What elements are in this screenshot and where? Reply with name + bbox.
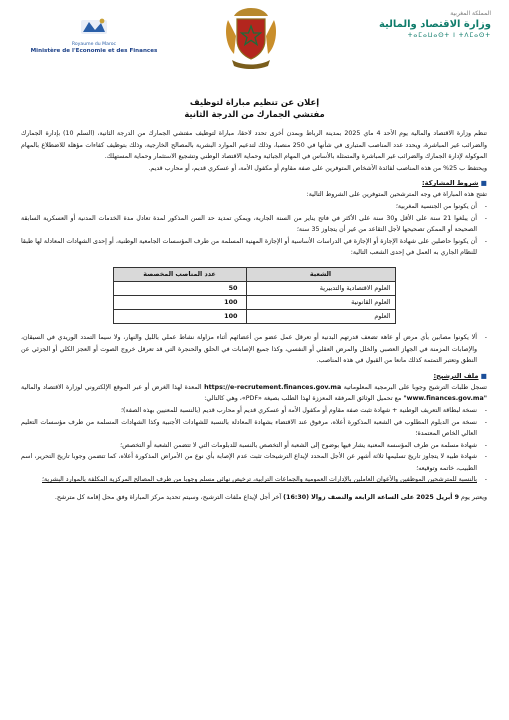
table-cell-branch: العلوم القانونية [246, 295, 395, 309]
conditions-lead: تفتح هذه المباراة في وجه المترشحين المتوفرين على الشروط التالية: [306, 191, 487, 199]
intro-paragraph [21, 128, 487, 163]
table-cell-branch: العلوم الاقتصادية والتدبيرية [246, 281, 395, 295]
list-item: - نسخة من الدبلوم المطلوب في الشعبة المذكورة أعلاه، مرفوق عند الاقتضاء بشهادة المعادلة بالنسبة للشهادات الأجنبية وكذا الشهادات المسلمة من طرف مؤسسات التعليم العالي الخاص المعتمدة؛ [21, 417, 487, 440]
file-lead: تسجل طلبات الترشيح وجوبا على البرمجية المعلوماتية https://e-recrutement.finances.gov.ma المعدة لهذا الغرض أو عبر الموقع الإلكتروني لوزارة الاقتصاد والمالية "www.finances.gov.ma" مع تحميل الوثائق المرفقة المعززة لهذا الطلب بصيغة «PDF»، وهي كالتالي: [21, 383, 487, 403]
coat-of-arms-icon [222, 6, 280, 72]
ministry-emblem-icon [77, 14, 111, 40]
logo-caption-country: Royaume du Maroc [71, 42, 117, 47]
table-header-row [113, 267, 395, 281]
list-item: - ألا يكونوا مصابين بأي مرض أو عاهة تضعف قدرتهم البدنية أو تعرقل عمل عضو من أعضائهم أثناء مزاولة نشاط عملي بالليل والنهار، ولا سيما التمدد الوريدي في السيقان، والإصابات المزمنة في الجهاز العصبي والخلل والمرض العقلي أو النفسي، وكذا جميع الإصابات في الحلق والحنجرة التي قد تعرقل خروج الصوت أو العجز الكلي أو الجزئي عن النطق وتعتبر التمتمة كذلك مانعا من القبول في هذه المناصب. [21, 332, 487, 367]
logo-line-kingdom: المملكة المغربية [450, 10, 491, 17]
table-cell-posts: 50 [113, 281, 246, 295]
heading-bullet-icon: ■ [480, 179, 487, 188]
list-item: - أن يبلغوا 21 سنة على الأقل و30 سنة على الأكثر في فاتح يناير من السنة الجارية، ويمكن تمديد حد السن المذكور لمدة تعادل مدة الخدمات المدنية أو العسكرية السابقة الصحيحة أو الممكن تصحيحها لأجل التقاعد من غير أن يتجاوز 35 سنة؛ [21, 213, 487, 236]
announcement-body [21, 128, 487, 504]
logo-caption-ministry: Ministère de l'Economie et des Finances [30, 48, 158, 54]
file-heading: ■ ملف الترشيح: [433, 371, 487, 380]
table-row [113, 295, 395, 309]
reserved-quota-paragraph: ويحتفظ ب 25% من هذه المناصب لفائدة الأشخاص المتوفرين على صفة مقاوم أو مكفول الأمة، أو عسكري قديم، أو محارب قديم. [148, 164, 487, 172]
logo-line-ministry: وزارة الاقتصاد والمالية [378, 19, 491, 30]
list-item: - بالنسبة للمترشحين الموظفين والأعوان العاملين بالإدارات العمومية والجماعات الترابية، ترخيص نهائي مسلم وجوبا من طرف المصالح المركزية المكلفة بالموارد البشرية؛ [21, 474, 487, 486]
title-line-2: مفتشي الجمارك من الدرجة الثانية [184, 109, 325, 119]
table-header-posts: عدد المناصب المخصصة [113, 267, 246, 281]
list-item: - أن يكونوا حاصلين على شهادة الإجازة أو الإجازة في الدراسات الأساسية أو الإجازة المهنية المسلمة من طرف المؤسسات الجامعية الوطنية، أو إحدى الشهادات المعادلة لها طبقا للنظام الجاري به العمل في إحدى الشعب التالية: [21, 236, 487, 259]
list-item: - شهادة طبية لا يتجاوز تاريخ تسليمها ثلاثة أشهر عن الأجل المحدد لإيداع الترشيحات تثبت عدم الإصابة بأي نوع من الأمراض المذكورة أعلاه، كما تتضمن وجوبا تاريخ التحرير، اسم الطبيب، خاتمه وتوقيعه؛ [21, 451, 487, 474]
list-item: - نسخة لبطاقة التعريف الوطنية + شهادة تثبت صفة مقاوم أو مكفول الأمة أو عسكري قديم أو محارب قديم (بالنسبة للمعنيين بهذه الصفة)؛ [21, 405, 487, 417]
intro-line-4: والمتمثلة بالأساس في المهام الجبائية وحماية الاقتصاد الوطني وتشجيع الاستثمار وحماية المستهلك. [104, 153, 360, 161]
intro-line-1: تنظم وزارة الاقتصاد والمالية يوم الأحد 4 ماي 2025 بمدينة الرباط وبمدن أخرى تحدد لاحقا، مباراة لتوظيف مفتشي الجمارك من [137, 130, 487, 137]
list-item: - أن يكونوا من الجنسية المغربية؛ [21, 201, 487, 213]
conditions-list-continued [21, 332, 487, 367]
title-line-1: إعلان عن تنظيم مباراة لتوظيف [189, 97, 320, 107]
list-item: - شهادة مسلمة من طرف المؤسسة المعنية يشار فيها بوضوح إلى الشعبة أو التخصص بالنسبة للدبلومات التي لا تتضمن الشعبة أو التخصص؛ [21, 440, 487, 452]
ministry-url: "www.finances.gov.ma" [403, 395, 487, 403]
recruitment-url: https://e-recrutement.finances.gov.ma [204, 383, 342, 391]
ministry-logo-arabic [341, 10, 491, 39]
table-cell-posts: 100 [113, 309, 246, 323]
table-row [113, 309, 395, 323]
deadline-paragraph: ويعتبر يوم 9 أبريل 2025 على الساعة الرابعة والنصف زوالا (16:30) آخر أجل لإيداع ملفات الترشيح، وسيتم تحديد مركز المباراة وفق محل إقامة كل مترشح. [54, 494, 487, 502]
posts-table [113, 267, 396, 324]
logo-line-tifinagh: ⵜⴰⵎⴰⵡⴰⵙⵜ ⵏ ⵜⴷⵎⴰⵙⵜ [407, 32, 491, 39]
ministry-logo-french [24, 14, 164, 54]
file-documents-list [21, 405, 487, 486]
letterhead [0, 6, 509, 76]
conditions-heading: ■ شروط المشاركة: [422, 179, 487, 188]
heading-bullet-icon: ■ [480, 371, 487, 380]
conditions-list [21, 201, 487, 259]
table-cell-posts: 100 [113, 295, 246, 309]
table-header-branch: الشعبة [246, 267, 395, 281]
announcement-title [0, 96, 509, 120]
table-row [113, 281, 395, 295]
deadline-date: 9 أبريل 2025 على الساعة الرابعة والنصف زوالا (16:30) [283, 494, 459, 502]
intro-line-2: الدرجة الثانية، (السلم 10) بإدارة الجمارك والضرائب غير المباشرة، ويحدد عدد المناصب المتبارى في شأنها في 250 منصبا، وذلك لتدعيم [21, 130, 487, 149]
table-cell-branch: العلوم [246, 309, 395, 323]
intro-line-3: الموارد البشرية بالمصالح الخارجية، وذلك بتوظيف كفاءات مؤهلة للاضطلاع بالمهام الموكولة لإدارة الجمارك والضرائب غير المباشرة [21, 141, 487, 161]
